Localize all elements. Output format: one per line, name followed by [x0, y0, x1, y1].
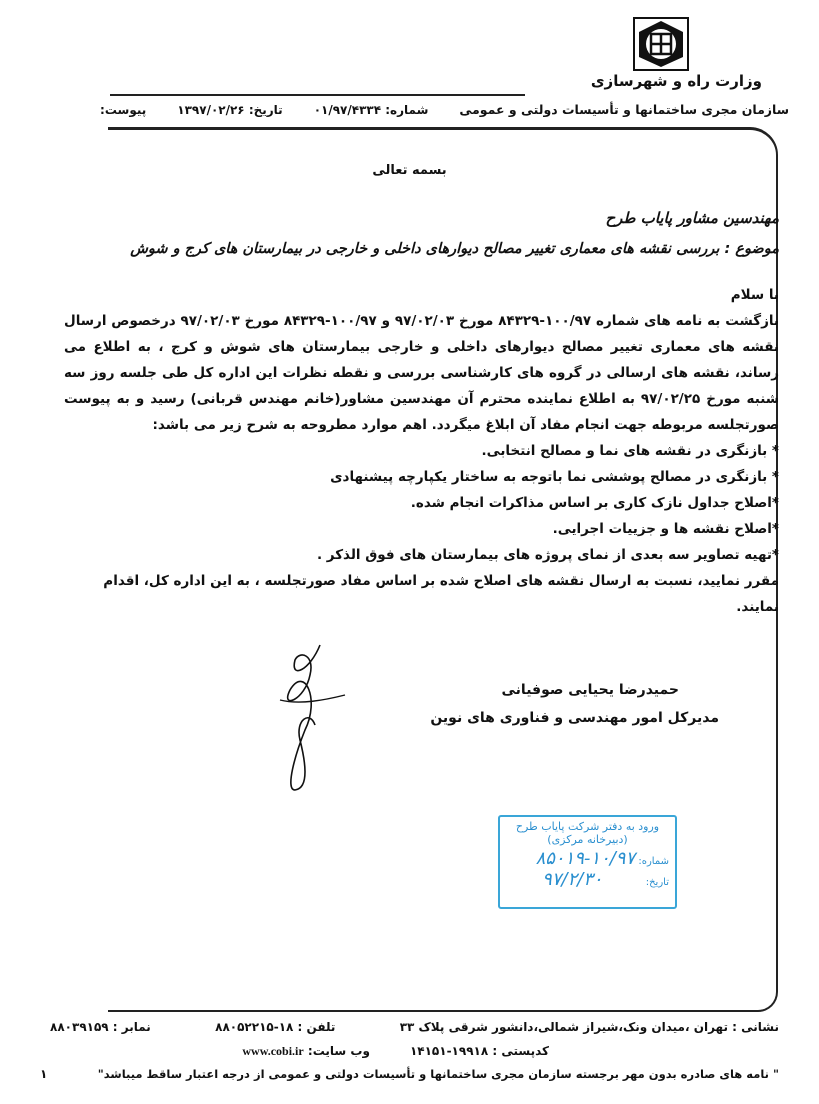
page-number: ۱ [40, 1067, 48, 1081]
ministry-logo [633, 17, 689, 71]
header-divider [110, 94, 525, 96]
stamp-date-value: ۹۷/۲/۳۰ [542, 869, 603, 890]
body-line: درخصوص ارسال نقشه های معماری تغییر مصالح دیوارهای داخلی و خارجی بیمارستان های شوش و کرج ، به [64, 313, 779, 355]
closing: مقرر نمایید، نسبت به ارسال نقشه های اصلاح شده بر اساس مفاد صورتجلسه ، به این اداره کل، اقدام نمایند. [103, 573, 779, 615]
attachment-label: پیوست: [100, 103, 147, 117]
header-info-row [100, 102, 789, 117]
body-paragraph [64, 308, 779, 438]
footer-address: نشانی : تهران ،میدان ونک،شیراز شمالی،دانشور شرقی پلاک ۳۳ [399, 1020, 779, 1034]
stamp-number-value: ۱۰/۹۷-۸۵۰۱۹ [535, 848, 636, 869]
letter-date [177, 103, 282, 117]
stamp-number [500, 848, 675, 869]
bismillah: بسمه تعالی [372, 163, 447, 178]
body-line: اطلاع می رساند، نقشه های ارسالی در گروه های کارشناسی بررسی و نقطه نظرات این اداره کل طی جلسه [64, 339, 779, 381]
footer-postal-row [242, 1044, 549, 1059]
received-stamp [498, 815, 677, 909]
date-label: تاریخ: [248, 103, 283, 117]
date-value: ۱۳۹۷/۰۲/۲۶ [177, 103, 245, 117]
signer-name: حمیدرضا یحیایی صوفیانی [501, 682, 679, 698]
footer-contact-row [50, 1020, 779, 1034]
number-value: ۰۱/۹۷/۴۳۳۴ [313, 103, 382, 117]
recipient: مهندسین مشاور پایاب طرح [605, 209, 779, 227]
organization-name: سازمان مجری ساختمانها و تأسیسات دولتی و عمومی [459, 102, 789, 117]
body-line: پیوست صورتجلسه مربوطه جهت انجام مفاد آن ابلاغ میگردد. اهم موارد مطروحه به شرح زیر می باشد: [64, 391, 779, 433]
signature-block [64, 676, 719, 732]
list-item: *اصلاح جداول نازک کاری بر اساس مذاکرات انجام شده. [410, 495, 779, 511]
list-item: *اصلاح نقشه ها و جزییات اجرایی. [552, 521, 779, 537]
stamp-title: ورود به دفتر شرکت پایاب طرح [515, 820, 660, 833]
stamp-date-label: تاریخ: [645, 877, 669, 888]
stamp-subtitle: (دبیرخانه مرکزی) [547, 833, 628, 846]
signer-title: مدیرکل امور مهندسی و فناوری های نوین [430, 710, 719, 726]
footer-fax: نمابر : ۸۸۰۳۹۱۵۹ [50, 1020, 151, 1034]
ministry-name: وزارت راه و شهرسازی [590, 72, 762, 90]
stamp-number-label: شماره: [638, 856, 669, 867]
footer-notice-row [40, 1067, 779, 1081]
number-label: شماره: [385, 103, 429, 117]
footer-postal: کدپستی : ۱۹۹۱۸-۱۴۱۵۱ [409, 1044, 549, 1058]
greeting: با سلام [730, 287, 779, 303]
footer-website [242, 1044, 370, 1059]
list-item: * بازنگری در مصالح پوششی نما باتوجه به ساختار یکپارچه پیشنهادی [330, 469, 779, 485]
letter-content [64, 206, 779, 732]
signature [250, 640, 360, 800]
footer-phone: تلفن : ۱۸-۸۸۰۵۲۲۱۵ [215, 1020, 336, 1034]
letter-number [314, 103, 429, 117]
website-label: وب سایت: [307, 1044, 370, 1058]
body-line: روز سه شنبه مورخ ۹۷/۰۲/۲۵ به اطلاع نماینده محترم آن مهندسین مشاور(خانم مهندس قربانی) رسید و به [64, 365, 779, 407]
footer-notice: " نامه های صادره بدون مهر برجسته سازمان مجری ساختمانها و تأسیسات دولتی و عمومی از درجه اعتبار ساقط میباشد" [97, 1067, 779, 1081]
body-line: بازگشت به نامه های شماره ۱۰۰/۹۷-۸۴۳۲۹ مورخ ۹۷/۰۲/۰۳ و ۱۰۰/۹۷-۸۴۳۲۹ مورخ ۹۷/۰۲/۰۳ [180, 313, 780, 329]
subject: موضوع : بررسی نقشه های معماری تغییر مصالح دیوارهای داخلی و خارجی در بیمارستان های کرج و شوش [130, 241, 779, 257]
stamp-date [500, 869, 675, 890]
website-link[interactable]: www.cobi.ir [242, 1044, 304, 1058]
list-item: *تهیه تصاویر سه بعدی از نمای پروژه های بیمارستان های فوق الذکر . [316, 547, 779, 563]
list-item: * بازنگری در نقشه های نما و مصالح انتخابی. [481, 443, 779, 459]
